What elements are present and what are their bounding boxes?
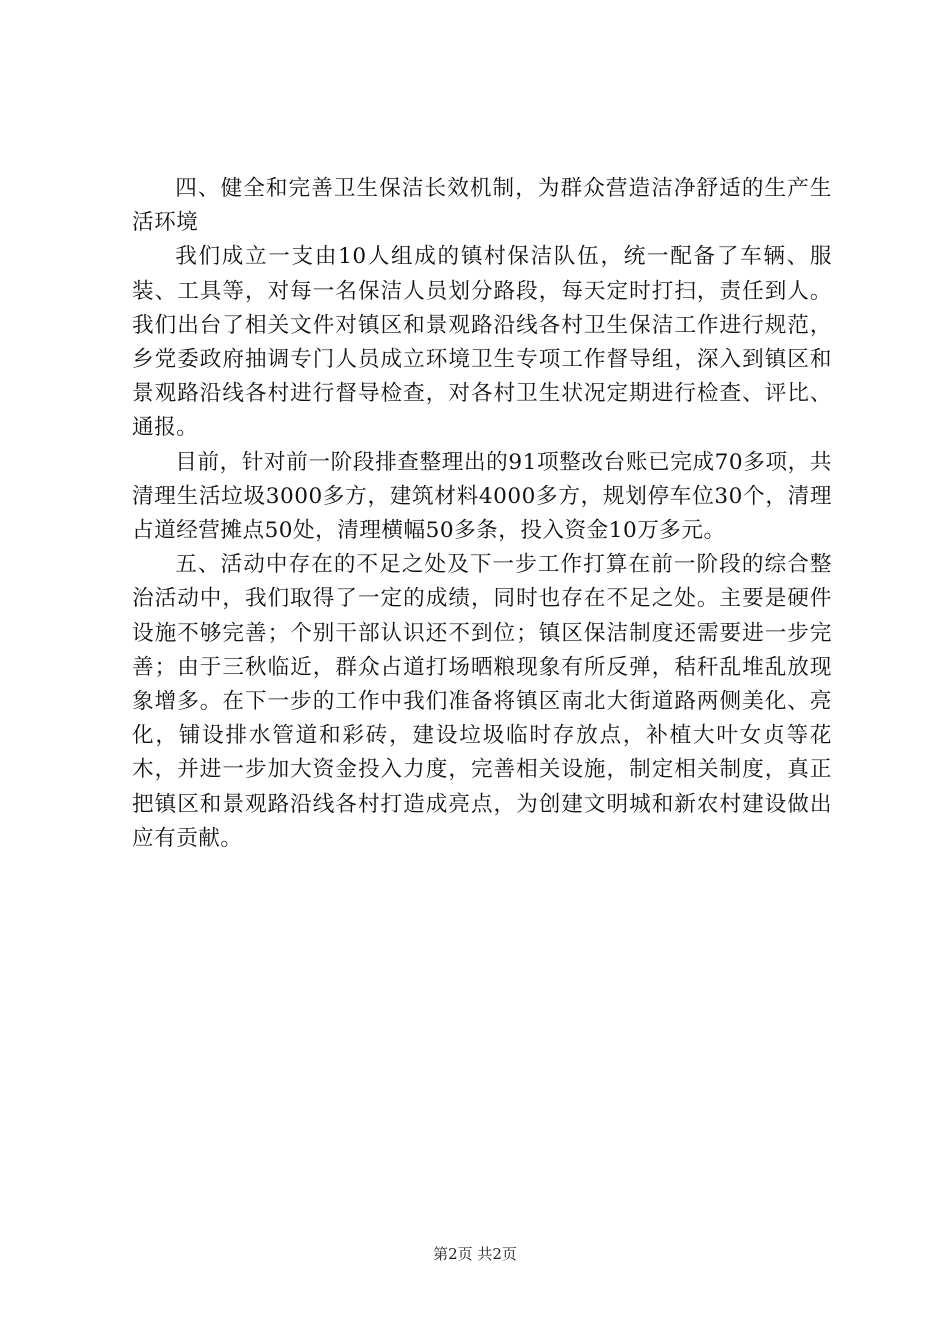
page-number-footer: 第2页 共2页 — [433, 1245, 517, 1263]
paragraph-cleaning-team: 我们成立一支由10人组成的镇村保洁队伍，统一配备了车辆、服装、工具等，对每一名保洁人员划分路段，每天定时打扫，责任到人。我们出台了相关文件对镇区和景观路沿线各村卫生保洁工作进行规范，乡党委政府抽调专门人员成立环境卫生专项工作督导组，深入到镇区和景观路沿线各村进行督导检查，对各村卫生状况定期进行检查、评比、通报。 — [132, 244, 832, 441]
document-body — [132, 172, 832, 856]
section-heading-five: 五、活动中存在的不足之处及下一步工作打算在前一阶段的综合整治活动中，我们取得了一定的成绩，同时也存在不足之处。主要是硬件设施不够完善；个别干部认识还不到位；镇区保洁制度还需要进一步完善；由于三秋临近，群众占道打场晒粮现象有所反弹，秸秆乱堆乱放现象增多。在下一步的工作中我们准备将镇区南北大街道路两侧美化、亮化，铺设排水管道和彩砖，建设垃圾临时存放点，补植大叶女贞等花木，并进一步加大资金投入力度，完善相关设施，制定相关制度，真正把镇区和景观路沿线各村打造成亮点，为创建文明城和新农村建设做出应有贡献。 — [132, 552, 832, 851]
section-heading-four: 四、健全和完善卫生保洁长效机制，为群众营造洁净舒适的生产生活环境 — [132, 176, 832, 236]
paragraph-progress: 目前，针对前一阶段排查整理出的91项整改台账已完成70多项，共清理生活垃圾3000多方，建筑材料4000多方，规划停车位30个，清理占道经营摊点50处，清理横幅50多条，投入资金10万多元。 — [132, 449, 832, 544]
